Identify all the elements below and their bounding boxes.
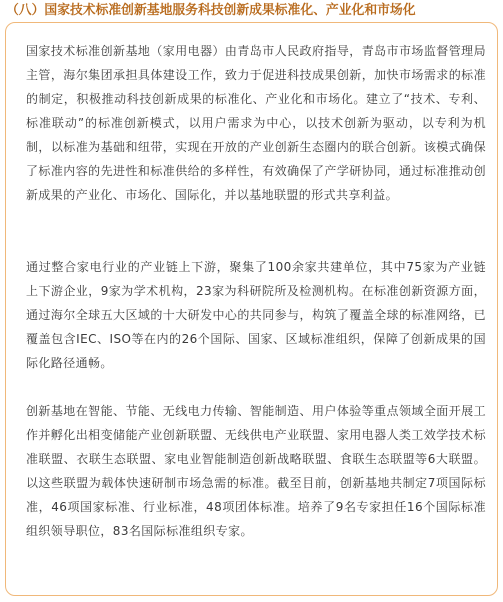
paragraph-innovation-base: 国家技术标准创新基地（家用电器）由青岛市人民政府指导，青岛市市场监督管理局主管，海尔集团承担具体建设工作，致力于促进科技成果创新，加快市场需求的标准的制定，积极推动科技创新成果的标准化、产业化和市场化。建立了“技术、专利、标准联动”的标准创新模式，以用户需求为中心，以技术创新为驱动，以专利为机制，以标准为基础和纽带，实现在开放的产业创新生态圈内的联合创新。该模式确保了标准内容的先进性和标准供给的多样性，有效确保了产学研协同，通过标准推动创新成果的产业化、市场化、国际化，并以基地联盟的形式共享利益。 xyxy=(26,44,486,202)
content-card xyxy=(5,22,498,596)
paragraph-industry-chain: 通过整合家电行业的产业链上下游，聚集了100余家共建单位，其中75家为产业链上下游企业，9家为学术机构，23家为科研院所及检测机构。在标准创新资源方面，通过海尔全球五大区域的十大研发中心的共同参与，构筑了覆盖全球的标准网络，已覆盖包含IEC、ISO等在内的26个国际、国家、区域标准组织，保障了创新成果的国际化路径通畅。 xyxy=(26,260,486,370)
section-heading: （八）国家技术标准创新基地服务科技创新成果标准化、产业化和市场化 xyxy=(6,3,416,18)
paragraph-alliances: 创新基地在智能、节能、无线电力传输、智能制造、用户体验等重点领域全面开展工作并孵化出相变储能产业创新联盟、无线供电产业联盟、家用电器人类工效学技术标准联盟、衣联生态联盟、家电业智能制造创新战略联盟、食联生态联盟等6大联盟。以这些联盟为载体快速研制市场急需的标准。截至目前，创新基地共制定7项国际标准，46项国家标准、行业标准，48项团体标准。培养了9名专家担任16个国际标准组织领导职位，83名国际标准组织专家。 xyxy=(26,404,486,538)
